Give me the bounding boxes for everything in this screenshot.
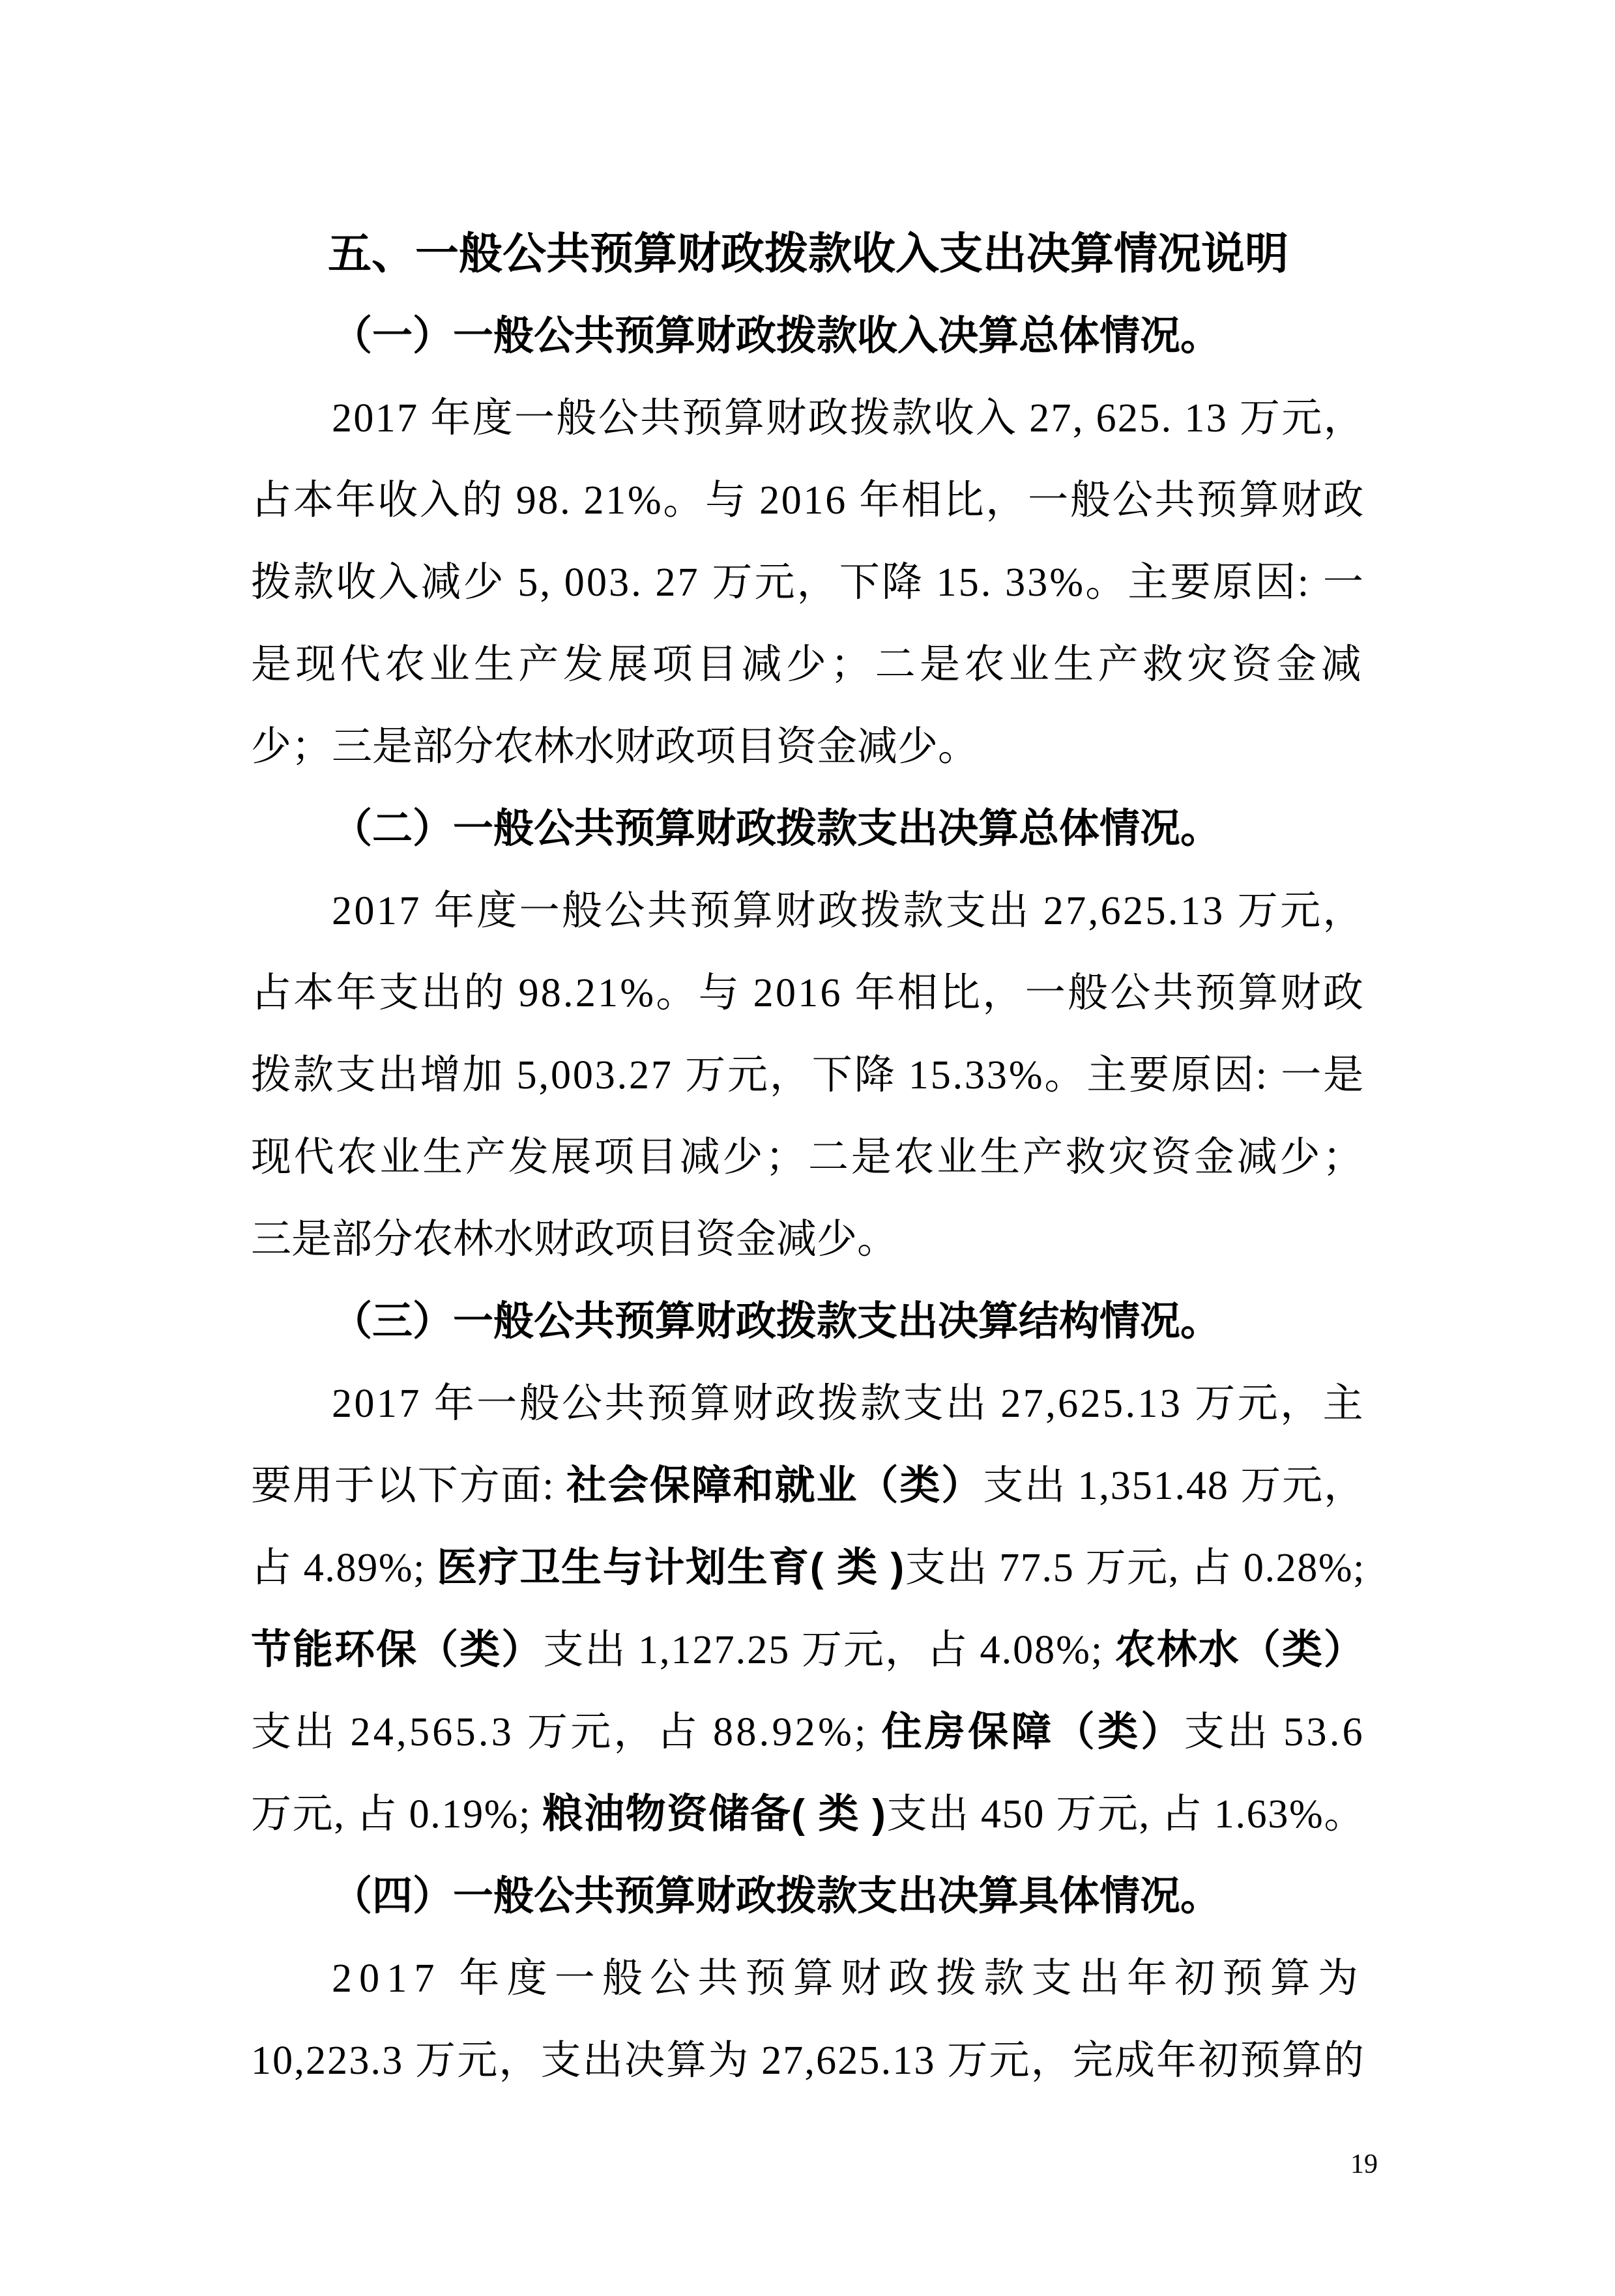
emphasis-text: 五、一般公共预算财政拨款收入支出决算情况说明 bbox=[328, 229, 1288, 278]
emphasis-text: 农林水（类） bbox=[1114, 1627, 1365, 1672]
line-text bbox=[332, 889, 1365, 933]
paragraph-line bbox=[251, 624, 1365, 706]
subsection-heading-3 bbox=[251, 1281, 1365, 1363]
emphasis-text: （四）一般公共预算财政拨款支出决算具体情况。 bbox=[332, 1874, 1221, 1919]
paragraph-line bbox=[251, 952, 1365, 1034]
text-run: 三是部分农林水财政项目资金减少。 bbox=[251, 1217, 898, 1262]
paragraph-line bbox=[251, 1445, 1365, 1527]
emphasis-text: （一）一般公共预算财政拨款收入决算总体情况。 bbox=[332, 313, 1221, 358]
line-text bbox=[251, 1053, 1365, 1097]
text-run: 占本年收入的 98. 21%。与 2016 年相比，一般公共预算财政 bbox=[251, 478, 1366, 523]
text-run: 支出 1,127.25 万元，占 4.08%; bbox=[543, 1628, 1115, 1672]
text-run: 支出 1,351.48 万元， bbox=[983, 1464, 1365, 1508]
paragraph-line bbox=[251, 1199, 1365, 1281]
emphasis-text: 住房保障（类） bbox=[881, 1709, 1184, 1754]
text-run: 占本年支出的 98.21%。与 2016 年相比，一般公共预算财政 bbox=[251, 971, 1365, 1015]
line-text bbox=[251, 560, 1365, 605]
text-run: 支出 53.6 bbox=[1184, 1710, 1365, 1754]
paragraph-line bbox=[251, 1116, 1365, 1199]
text-run: 2017 年度一般公共预算财政拨款收入 27, 625. 13 万元， bbox=[332, 396, 1365, 441]
text-run: 是现代农业生产发展项目减少；二是农业生产救灾资金减 bbox=[251, 643, 1365, 687]
line-text bbox=[251, 1710, 1365, 1754]
text-run: 拨款收入减少 5, 003. 27 万元，下降 15. 33%。主要原因: 一 bbox=[251, 560, 1365, 605]
paragraph-line bbox=[251, 2020, 1365, 2102]
text-run: 2017 年一般公共预算财政拨款支出 27,625.13 万元，主 bbox=[332, 1382, 1365, 1426]
paragraph-line bbox=[251, 377, 1365, 459]
text-run: 支出 77.5 万元, 占 0.28%; bbox=[905, 1546, 1366, 1590]
line-text bbox=[251, 2039, 1365, 2083]
line-text bbox=[251, 1628, 1365, 1672]
text-run: 占 4.89%; bbox=[251, 1546, 437, 1590]
paragraph-line bbox=[251, 542, 1365, 624]
subsection-heading-2 bbox=[251, 788, 1365, 870]
line-text bbox=[332, 1382, 1365, 1426]
emphasis-text: 节能环保（类） bbox=[251, 1627, 544, 1672]
emphasis-text: 医疗卫生与计划生育( 类 ) bbox=[437, 1545, 905, 1590]
text-run: 少；三是部分农林水财政项目资金减少。 bbox=[251, 725, 979, 769]
paragraph-line bbox=[251, 1609, 1365, 1691]
paragraph-line bbox=[251, 1938, 1365, 2020]
line-text bbox=[251, 1217, 897, 1262]
emphasis-text: （二）一般公共预算财政拨款支出决算总体情况。 bbox=[332, 806, 1221, 851]
text-run: 支出 24,565.3 万元，占 88.92%; bbox=[251, 1710, 882, 1754]
paragraph-line bbox=[251, 1363, 1365, 1445]
paragraph-line bbox=[251, 1034, 1365, 1116]
line-text bbox=[332, 1874, 1221, 1919]
text-run: 2017 年度一般公共预算财政拨款支出年初预算为 bbox=[332, 1956, 1365, 2001]
line-text bbox=[332, 313, 1221, 358]
line-text bbox=[251, 1135, 1365, 1180]
text-run: 拨款支出增加 5,003.27 万元，下降 15.33%。主要原因: 一是 bbox=[251, 1053, 1366, 1097]
line-text bbox=[251, 725, 978, 769]
emphasis-text: 粮油物资储备( 类 ) bbox=[542, 1792, 887, 1837]
line-text bbox=[251, 643, 1365, 687]
line-text bbox=[251, 1546, 1365, 1590]
subsection-heading-4 bbox=[251, 1855, 1365, 1938]
line-text bbox=[328, 229, 1288, 278]
line-text bbox=[332, 1956, 1365, 2001]
page-number: 19 bbox=[1350, 2149, 1378, 2179]
paragraph-line bbox=[251, 459, 1365, 542]
text-run: 2017 年度一般公共预算财政拨款支出 27,625.13 万元， bbox=[332, 889, 1365, 933]
line-text bbox=[251, 1792, 1365, 1837]
text-run: 10,223.3 万元，支出决算为 27,625.13 万元，完成年初预算的 bbox=[251, 2039, 1365, 2083]
paragraph-line bbox=[251, 1773, 1365, 1855]
text-run: 现代农业生产发展项目减少；二是农业生产救灾资金减少； bbox=[251, 1135, 1365, 1180]
line-text bbox=[332, 806, 1221, 851]
text-run: 支出 450 万元, 占 1.63%。 bbox=[886, 1792, 1366, 1837]
text-run: 要用于以下方面: bbox=[251, 1464, 566, 1508]
document-title bbox=[251, 213, 1365, 295]
paragraph-line bbox=[251, 870, 1365, 952]
line-text bbox=[332, 396, 1365, 441]
line-text bbox=[332, 1299, 1221, 1344]
paragraph-line bbox=[251, 1527, 1365, 1609]
line-text bbox=[251, 1464, 1365, 1508]
document-content bbox=[251, 213, 1365, 2102]
text-run: 万元, 占 0.19%; bbox=[251, 1792, 543, 1837]
subsection-heading-1 bbox=[251, 295, 1365, 377]
emphasis-text: （三）一般公共预算财政拨款支出决算结构情况。 bbox=[332, 1299, 1221, 1344]
paragraph-line bbox=[251, 706, 1365, 788]
line-text bbox=[251, 478, 1365, 523]
line-text bbox=[251, 971, 1365, 1015]
emphasis-text: 社会保障和就业（类） bbox=[566, 1463, 983, 1508]
paragraph-line bbox=[251, 1691, 1365, 1773]
